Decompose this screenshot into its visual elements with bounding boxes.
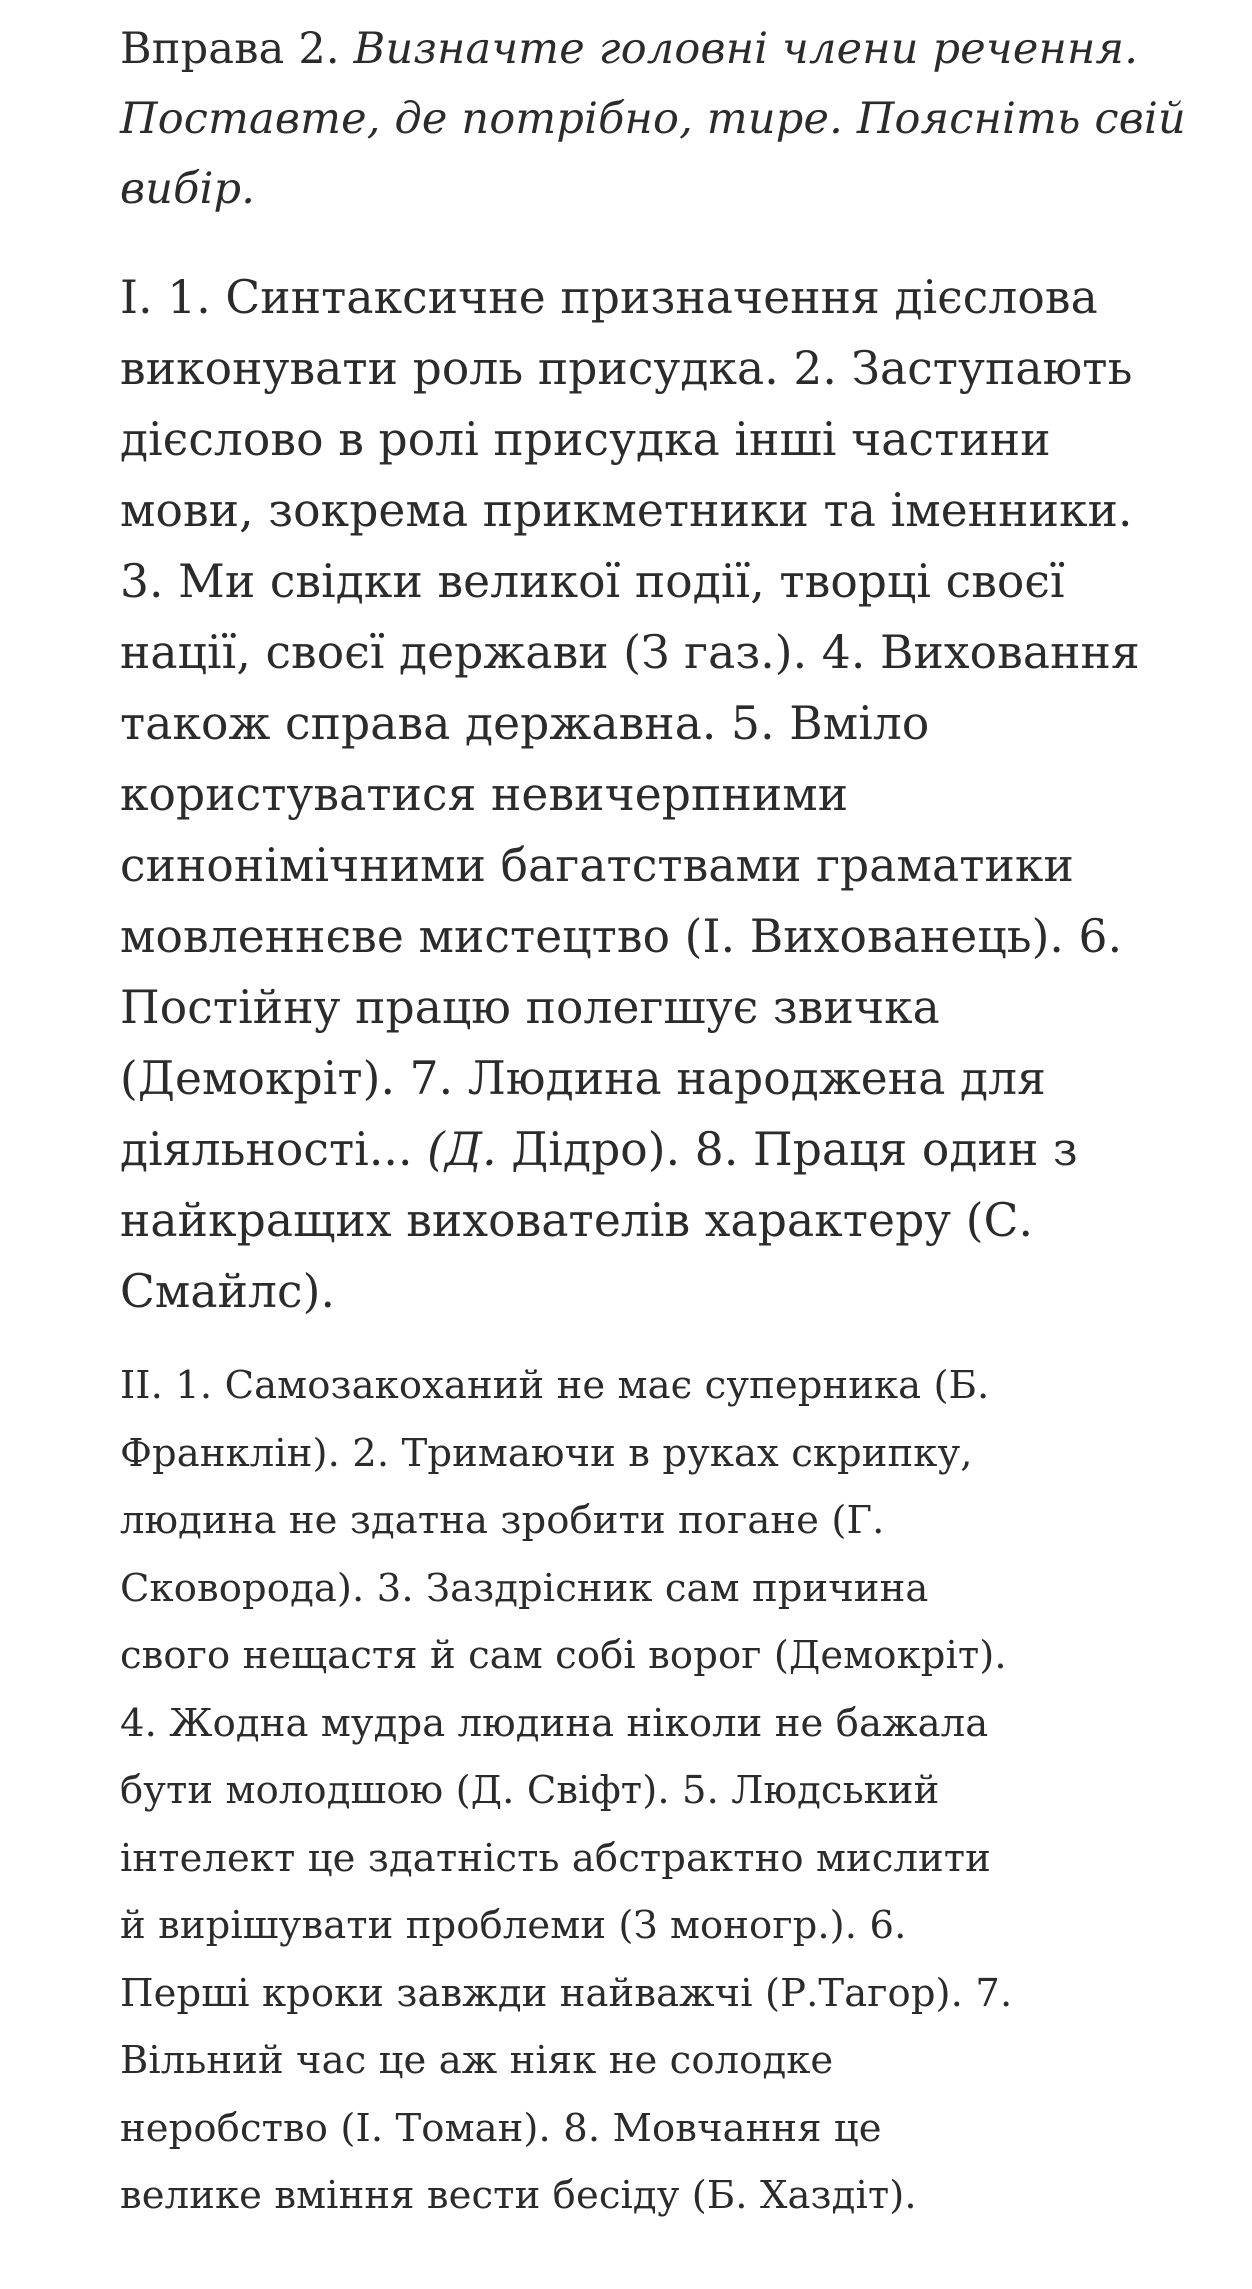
exercise-instruction: Визначте головні члени речення. Поставте, де потрібно, тире. Поясніть свій вибір. <box>120 24 1186 214</box>
sentence-group-1-text-b: Дідро). 8. Праця один з найкращих вихователів характеру (С. Смайлс). <box>120 1123 1078 1318</box>
sentence-group-1-italic-initial: (Д. <box>427 1123 497 1176</box>
sentence-group-1-text-a: I. 1. Синтаксичне призначення дієслова виконувати роль присудка. 2. Заступають дієслово в ролі присудка інші частини мови, зокрема прикметники та іменники. 3. Ми свідки великої події, творці своєї нації, своєї держави (З газ.). 4. Виховання також справа державна. 5. Вміло користуватися невичерпними синонімічними багатствами граматики мовленнєве мистецтво (І. Вихованець). 6. Постійну працю полегшує звичка (Демокріт). 7. Людина народжена для діяльності... <box>120 271 1140 1176</box>
sentence-group-2: II. 1. Самозакоханий не має суперника (Б. Франклін). 2. Тримаючи в руках скрипку, людина не здатна зробити погане (Г. Сковорода). 3. Заздрісник сам причина свого нещастя й сам собі ворог (Демокріт). 4. Жодна мудра людина ніколи не бажала бути молодшою (Д. Свіфт). 5. Людський інтелект це здатність абстрактно мислити й вирішувати проблеми (З моногр.). 6. Перші кроки завжди найважчі (Р.Тагор). 7. Вільний час це аж ніяк не солодке неробство (І. Томан). 8. Мовчання це велике вміння вести бесіду (Б. Хаздіт). <box>120 1363 1013 2218</box>
exercise-label: Вправа 2. <box>120 24 340 74</box>
exercise-header <box>120 14 1190 224</box>
sentence-group-1 <box>120 262 1200 1327</box>
